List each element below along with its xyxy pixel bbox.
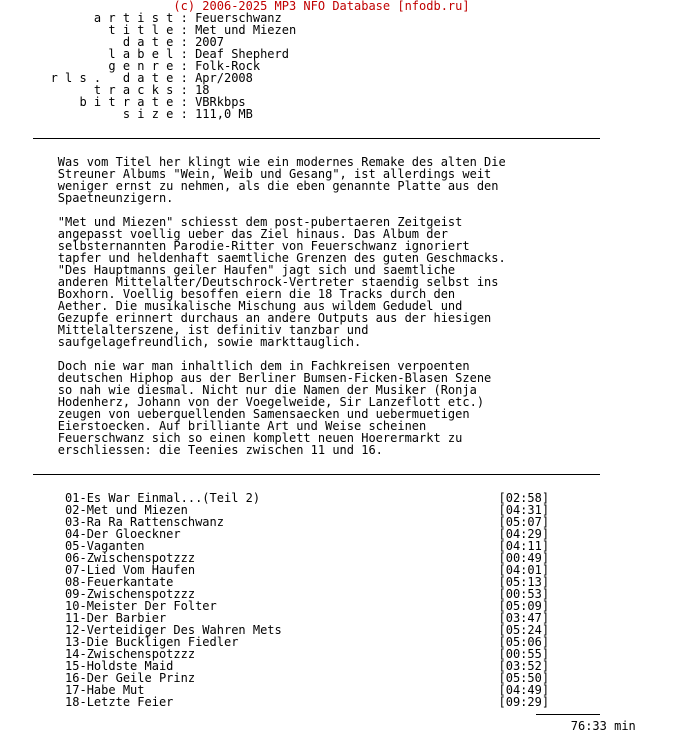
review-line: Gezupfe erinnert durchaus an andere Outputs aus der hiesigen — [0, 311, 492, 325]
track-row: 02-Met und Miezen [04:31] — [0, 503, 550, 517]
review-line: weniger ernst zu nehmen, als die eben genannte Platte aus den — [0, 179, 499, 193]
info-tracks: t r a c k s : 18 — [0, 83, 210, 97]
info-label: l a b e l : Deaf Shepherd — [0, 47, 289, 61]
review-line: Doch nie war man inhaltlich dem in Fachkreisen verpoenten — [0, 359, 470, 373]
track-row: 07-Lied Vom Haufen [04:01] — [0, 563, 550, 577]
review-line: deutschen Hiphop aus der Berliner Bumsen-Ficken-Blasen Szene — [0, 371, 492, 385]
track-row: 17-Habe Mut [04:49] — [0, 683, 550, 697]
track-row: 09-Zwischenspotzzz [00:53] — [0, 587, 550, 601]
track-row: 05-Vaganten [04:11] — [0, 539, 550, 553]
info-date: d a t e : 2007 — [0, 35, 224, 49]
total-divider — [0, 708, 636, 720]
track-row: 18-Letzte Feier [09:29] — [0, 695, 550, 709]
info-genre: g e n r e : Folk-Rock — [0, 59, 261, 73]
review-line: selbsternannten Parodie-Ritter von Feuerschwanz ignoriert — [0, 239, 470, 253]
review-line: "Met und Miezen" schiesst dem post-pubertaeren Zeitgeist — [0, 215, 463, 229]
info-bitrate: b i t r a t e : VBRkbps — [0, 95, 246, 109]
review-line: Was vom Titel her klingt wie ein modernes Remake des alten Die — [0, 155, 506, 169]
track-row: 04-Der Gloeckner [04:29] — [0, 527, 550, 541]
review-line: "Des Hauptmanns geiler Haufen" jagt sich und saemtliche — [0, 263, 456, 277]
info-title: t i t l e : Met und Miezen — [0, 23, 297, 37]
info-rlsdate: r l s . d a t e : Apr/2008 — [0, 71, 253, 85]
review-line: Hodenherz, Johann von der Voegelweide, Sir Lanzeflott etc.) — [0, 395, 485, 409]
review-line: zeugen von ueberquellenden Samensaecken und uebermuetigen — [0, 407, 470, 421]
review-line: so nah wie diesmal. Nicht nur die Namen der Musiker (Ronja — [0, 383, 477, 397]
review-line: Aether. Die musikalische Mischung aus wildem Gedudel und — [0, 299, 463, 313]
review-line: Feuerschwanz sich so einen komplett neuen Hoerermarkt zu — [0, 431, 463, 445]
divider-top — [0, 132, 636, 144]
track-row: 14-Zwischenspotzzz [00:55] — [0, 647, 550, 661]
blank-line — [0, 456, 636, 468]
track-row: 15-Holdste Maid [03:52] — [0, 659, 550, 673]
track-row: 01-Es War Einmal...(Teil 2) [02:58] — [0, 491, 550, 505]
track-row: 10-Meister Der Folter [05:09] — [0, 599, 550, 613]
review-line: angepasst voellig ueber das Ziel hinaus. Das Album der — [0, 227, 448, 241]
track-row: 12-Verteidiger Des Wahren Mets [05:24] — [0, 623, 550, 637]
review-line: Eierstoecken. Auf brilliante Art und Weise scheinen — [0, 419, 427, 433]
track-row: 08-Feuerkantate [05:13] — [0, 575, 550, 589]
total-time: 76:33 min — [0, 719, 636, 733]
review-line: saufgelagefreundlich, sowie markttauglich. — [0, 335, 362, 349]
review-line: Mittelalterszene, ist definitiv tanzbar und — [0, 323, 369, 337]
track-row: 06-Zwischenspotzzz [00:49] — [0, 551, 550, 565]
track-row: 03-Ra Ra Rattenschwanz [05:07] — [0, 515, 550, 529]
review-line: Spaetneunzigern. — [0, 191, 174, 205]
divider-middle — [0, 468, 636, 480]
blank-line — [0, 120, 636, 132]
review-line: tapfer und heldenhaft saemtliche Grenzen des guten Geschmacks. — [0, 251, 506, 265]
track-row: 11-Der Barbier [03:47] — [0, 611, 550, 625]
credit-line: (c) 2006-2025 MP3 NFO Database [nfodb.ru] — [0, 0, 470, 13]
info-size: s i z e : 111,0 MB — [0, 107, 253, 121]
review-line: Boxhorn. Voellig besoffen eiern die 18 Tracks durch den — [0, 287, 456, 301]
review-line: Streuner Albums "Wein, Weib und Gesang", ist allerdings weit — [0, 167, 492, 181]
review-line: erschliessen: die Teenies zwischen 11 und 16. — [0, 443, 383, 457]
track-row: 13-Die Buckligen Fiedler [05:06] — [0, 635, 550, 649]
info-artist: a r t i s t : Feuerschwanz — [0, 11, 282, 25]
review-line: anderen Mittelalter/Deutschrock-Vertreter staendig selbst ins — [0, 275, 499, 289]
track-row: 16-Der Geile Prinz [05:50] — [0, 671, 550, 685]
